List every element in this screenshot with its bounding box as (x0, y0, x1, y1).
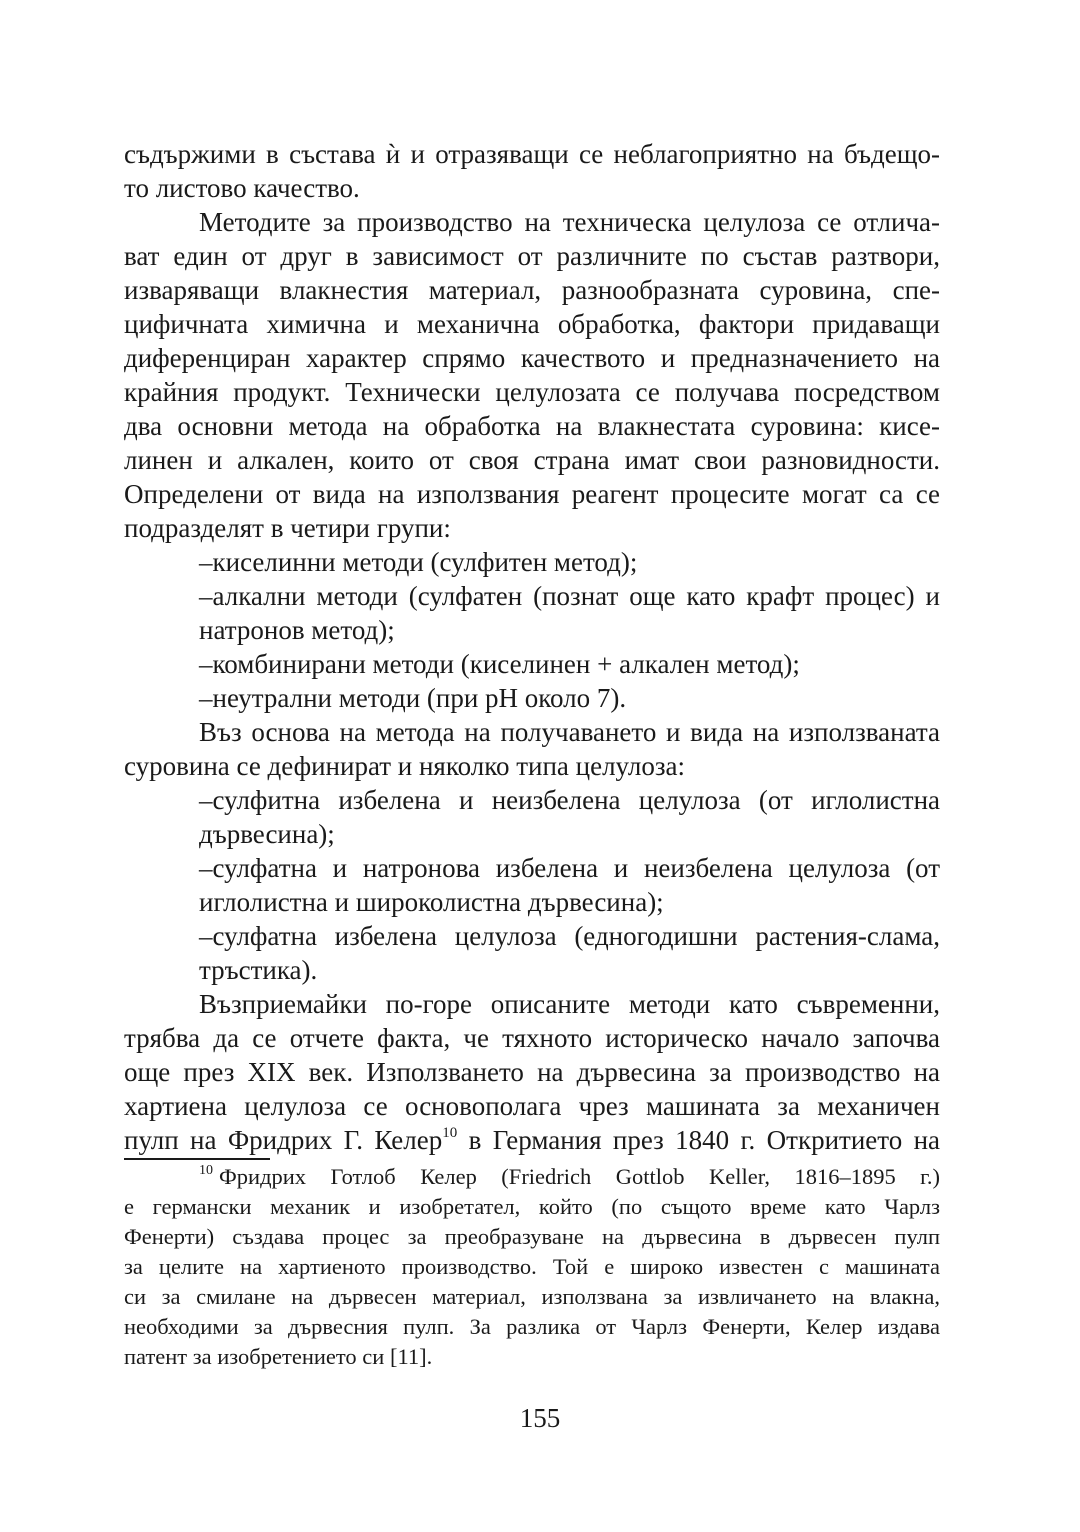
text-line: още през XIX век. Използването на дървесина за производство на (124, 1057, 940, 1087)
footnote-line: патент за изобретението си [11]. (124, 1344, 433, 1369)
text-line: трябва да се отчете факта, че тяхното историческо начало започва (124, 1023, 940, 1053)
list-item: –киселинни методи (сулфитен метод); (199, 547, 638, 577)
list-item-continuation: натронов метод); (199, 615, 395, 645)
footnote-line (124, 1162, 940, 1192)
list-item: –комбинирани методи (киселинен + алкален метод); (199, 649, 800, 679)
list-item: –сулфитна избелена и неизбелена целулоза (от иглолистна (199, 785, 940, 815)
footnote-reference[interactable]: 10 (442, 1125, 458, 1141)
list-item: –неутрални методи (при pH около 7). (199, 683, 627, 713)
text-fragment: пулп на Фридрих Г. Келер (124, 1125, 443, 1155)
text-line: Въз основа на метода на получаването и вида на използваната (199, 717, 940, 747)
text-line: то листово качество. (124, 173, 360, 203)
main-text (124, 137, 940, 1157)
list-item-continuation: тръстика). (199, 955, 318, 985)
footnote-line: си за смилане на дървесен материал, използвана за извличането на влакна, (124, 1284, 940, 1309)
list-item-continuation: иглолистна и широколистна дървесина); (199, 887, 664, 917)
text-line: Възприемайки по-горе описаните методи като съвременни, (199, 989, 940, 1019)
text-line: ват един от друг в зависимост от различните по състав разтвори, (124, 241, 940, 271)
list-item: –алкални методи (сулфатен (познат още като крафт процес) и (199, 581, 940, 611)
text-line: изваряващи влакнестия материал, разнообразната суровина, спе- (124, 275, 940, 305)
footnote-separator (124, 1158, 270, 1160)
footnote-line: Фенерти) създава процес за преобразуване на дървесина в дървесен пулп (124, 1224, 940, 1249)
text-line: хартиена целулоза се основополага чрез машината за механичен (124, 1091, 940, 1121)
text-line: крайния продукт. Технически целулозата се получава посредством (124, 377, 940, 407)
page-number: 155 (519, 1403, 561, 1433)
list-item: –сулфатна избелена целулоза (едногодишни растения-слама, (199, 921, 940, 951)
text-line: Методите за производство на техническа целулоза се отлича- (199, 207, 940, 237)
text-line: диференциран характер спрямо качеството и предназначението на (124, 343, 940, 373)
text-line: Определени от вида на използвания реагент процесите могат са се (124, 479, 940, 509)
footnote-text: Фридрих Готлоб Келер (Friedrich Gottlob Keller, 1816–1895 г.) (219, 1164, 940, 1189)
text-line: линен и алкален, които от своя страна имат свои разновидности. (124, 445, 940, 475)
footnote (124, 1162, 940, 1372)
text-fragment: в Германия през 1840 г. Откритието на (457, 1125, 940, 1155)
list-item-continuation: дървесина); (199, 819, 335, 849)
text-line: съдържими в състава ѝ и отразяващи се неблагоприятно на бъдещо- (124, 139, 940, 169)
text-line: подразделят в четири групи: (124, 513, 451, 543)
footnote-line: за целите на хартиеното производство. Той е широко известен с машината (124, 1254, 940, 1279)
text-line-with-footnote-ref (124, 1123, 940, 1157)
list-item: –сулфатна и натронова избелена и неизбелена целулоза (от (199, 853, 940, 883)
text-line: цифичната химична и механична обработка, фактори придаващи (124, 309, 940, 339)
footnote-number: 10 (199, 1163, 213, 1178)
text-line: два основни метода на обработка на влакнестата суровина: кисе- (124, 411, 940, 441)
footnote-line: необходими за дървесния пулп. За разлика от Чарлз Фенерти, Келер издава (124, 1314, 940, 1339)
text-line: суровина се дефинират и няколко типа целулоза: (124, 751, 685, 781)
footnote-line: е германски механик и изобретател, който (по същото време като Чарлз (124, 1194, 940, 1219)
